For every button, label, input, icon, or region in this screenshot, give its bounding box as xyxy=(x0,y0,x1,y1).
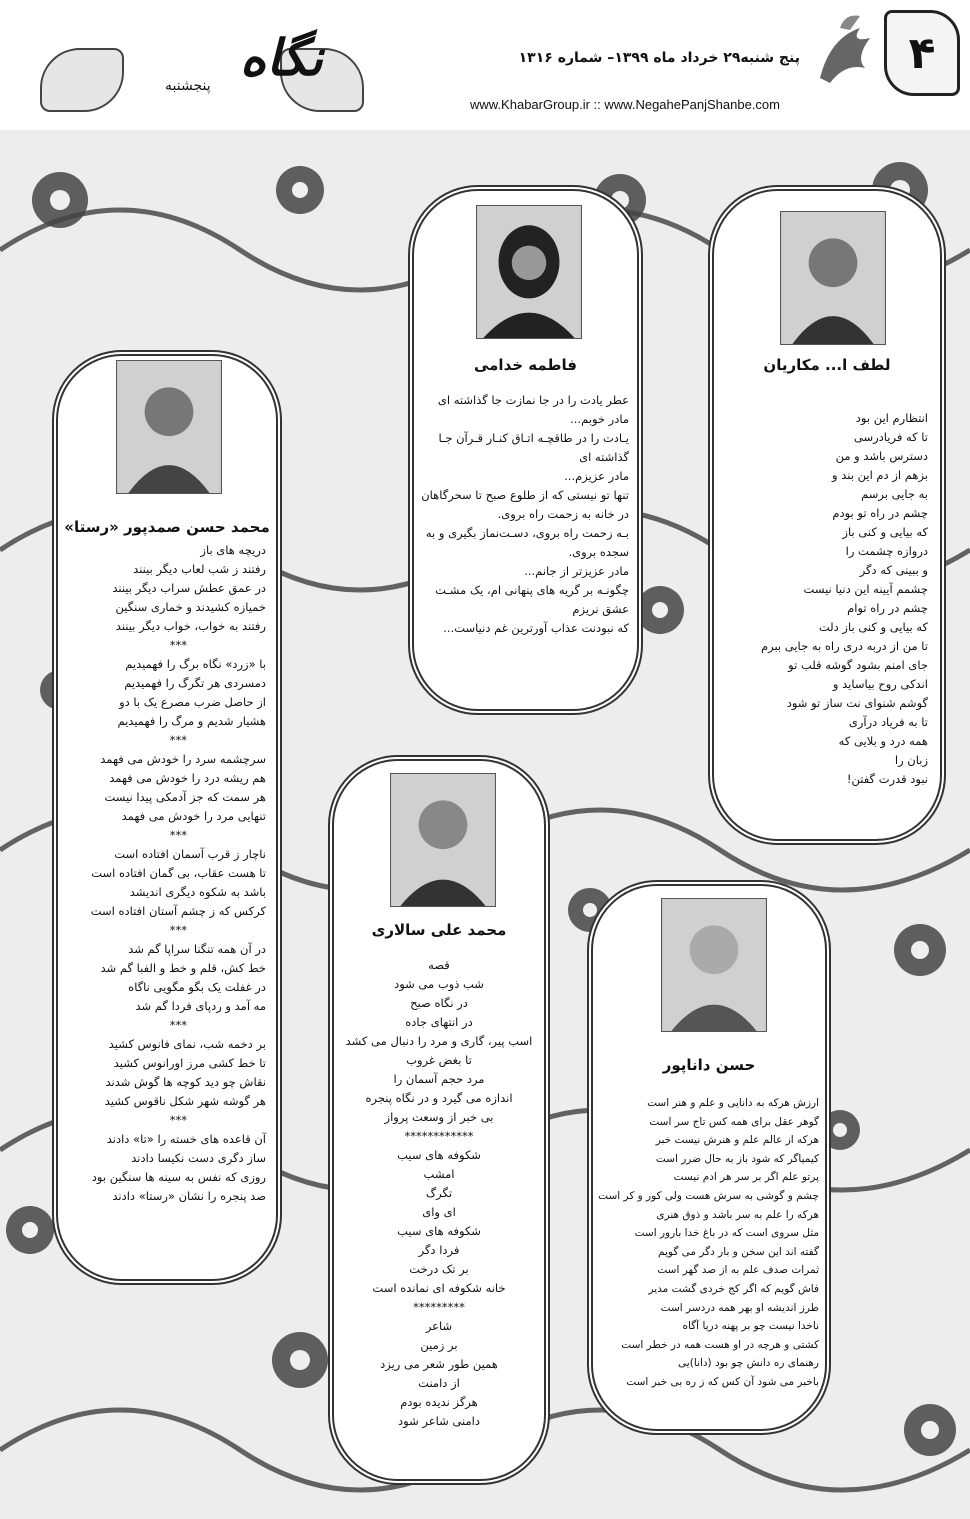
poem-line: چشم و گوشی به سرش هست ولی کور و کر است xyxy=(598,1189,819,1202)
poem-line: در انتهای جاده xyxy=(405,1015,473,1029)
poem-line: دامنی شاعر شود xyxy=(398,1414,480,1428)
poem-line: گفته اند این سخن و بار دگر می گویم xyxy=(657,1245,819,1258)
poem-line: ساز دگری دست نکیسا دادند xyxy=(131,1151,266,1165)
poem-line: ********* xyxy=(413,1300,465,1314)
portrait-photo xyxy=(476,205,582,339)
author-name: حسن داناپور xyxy=(662,1056,756,1074)
poem-text xyxy=(91,541,266,1206)
poem-line: تنها تو نیستی که از طلوع صبح تا سحرگاهان xyxy=(421,488,629,502)
poem-line: هر گوشه شهر شکل ناقوس کشید xyxy=(104,1094,266,1108)
poem-line: نبود قدرت گفتن! xyxy=(846,772,928,786)
poem-line: گوشم شنوای نت ساز تو شود xyxy=(786,696,928,710)
poem-line: مادر عزیزم... xyxy=(564,469,629,483)
poem-line: تگرگ xyxy=(425,1186,453,1200)
poem-line: رهنمای ره دانش چو بود (دانا)یی xyxy=(678,1357,819,1370)
author-name: محمد حسن صمدپور «رستا» xyxy=(64,518,270,536)
poem-line: با «زرد» نگاه برگ را فهمیدیم xyxy=(125,657,266,671)
poem-line: خط کش، قلم و خط و الفبا گم شد xyxy=(100,961,266,975)
poem-line: به جایی برسم xyxy=(861,487,928,501)
poem-line: که نبودنت عذاب آورترین غم دنیاست... xyxy=(443,621,629,635)
poem-line: مادر خوبم... xyxy=(570,412,629,426)
author-name: لطف ا... مکاریان xyxy=(763,356,891,374)
poem-line: صد پنجره را نشان «رستا» دادند xyxy=(112,1189,266,1203)
poem-line: سجده بروی. xyxy=(568,545,629,559)
poem-line: چشم در راه توام xyxy=(847,601,928,615)
poem-line: تا خط کشی مرز اورانوس کشید xyxy=(113,1056,266,1070)
poem-line: قصه xyxy=(428,958,450,972)
poem-line: نقاش چو دید کوچه ها گوش شدند xyxy=(105,1075,266,1089)
logo-subtitle: پنجشنبه xyxy=(165,78,211,94)
poem-card xyxy=(408,185,643,715)
logo-title: نگاه xyxy=(240,28,323,87)
poem-line: *** xyxy=(169,733,187,747)
poem-line: بـه زحمت راه بروی، دسـت‌نماز بگیری و به xyxy=(425,526,629,540)
poem-line: در نگاه صبح xyxy=(410,996,468,1010)
poem-line: شکوفه های سیب xyxy=(397,1148,481,1162)
poem-line: پرتو علم اگر بر سر هر ادم نیست xyxy=(673,1171,819,1184)
masthead-logo xyxy=(40,20,340,100)
author-name: فاطمه خدامی xyxy=(473,356,578,374)
poem-line: کیمیاگر که شود باز به حال ضرر است xyxy=(655,1152,819,1165)
poem-line: چشم در راه تو بودم xyxy=(832,506,928,520)
poem-line: در خانه به زحمت راه بروی. xyxy=(497,507,629,521)
poem-line: بر تک درخت xyxy=(409,1262,469,1276)
poem-line: مه آمد و ردپای فردا گم شد xyxy=(135,999,266,1013)
poem-line: گذاشته ای xyxy=(579,450,629,464)
poem-card xyxy=(708,185,946,845)
poem-line: خانه شکوفه ای نمانده است xyxy=(372,1281,506,1295)
poem-line: تا به فریاد درآری xyxy=(848,715,928,729)
poem-line: *** xyxy=(169,1113,187,1127)
poem-line: هرکه را علم به سر باشد و ذوق هنری xyxy=(656,1208,819,1221)
poem-line: کرکس که ز چشم آستان افتاده است xyxy=(90,904,266,918)
poem-line: بر زمین xyxy=(420,1338,458,1352)
poem-line: ثمرات صدف علم به از صد گهر است xyxy=(657,1264,819,1277)
poem-card xyxy=(52,350,282,1285)
poem-line: آن قاعده های خسته را «تا» دادند xyxy=(106,1132,266,1146)
poem-line: تنهایی مرد را خودش می فهمد xyxy=(121,809,266,823)
poem-line: اندکی روح بیاساید و xyxy=(832,677,928,691)
poem-line: در عمق عطش سراب دیگر بینند xyxy=(112,581,266,595)
poem-line: مثل سروی است که در باغ خدا بارور است xyxy=(634,1227,819,1240)
poem-text xyxy=(334,956,544,1431)
poem-line: رفتند به خواب، خواب دیگر بینند xyxy=(115,619,266,633)
poem-line: تا من از دربه دری راه به جایی ببرم xyxy=(760,639,928,653)
portrait-photo xyxy=(116,360,222,494)
poem-line: سرچشمه سرد را خودش می فهمد xyxy=(100,752,266,766)
poem-line: انتظارم این بود xyxy=(855,411,928,425)
author-name: محمد علی سالاری xyxy=(371,921,507,939)
poem-line: هر سمت که جز آدمکی پیدا نیست xyxy=(104,790,266,804)
poem-line: زبان را xyxy=(894,753,928,767)
poem-line: مرد حجم آسمان را xyxy=(393,1072,485,1086)
poem-line: هشیار شدیم و مرگ را فهمیدیم xyxy=(117,714,266,728)
poem-line: هرگز ندیده بودم xyxy=(400,1395,478,1409)
poem-line: که بیایی و کنی باز دلت xyxy=(818,620,928,634)
poem-line: یـادت را در طاقچـه اتـاق کنـار قـرآن جـا xyxy=(438,431,629,445)
poem-line: تا که فریادرسی xyxy=(853,430,928,444)
poem-line: طرز اندیشه او بهر همه دردسر است xyxy=(660,1301,819,1314)
poem-line: ای وای xyxy=(422,1205,456,1219)
poem-line: امشب xyxy=(423,1167,455,1181)
poem-text xyxy=(421,391,629,638)
poem-text xyxy=(598,1094,819,1392)
page-number: ۴ xyxy=(884,10,960,96)
poem-line: ناچار ز قرب آسمان افتاده است xyxy=(114,847,266,861)
poem-line: فردا دگر xyxy=(418,1243,460,1257)
poem-line: دریچه های باز xyxy=(200,543,266,557)
poem-line: مادر عزیزتر از جانم... xyxy=(524,564,629,578)
bird-ornament-icon xyxy=(810,8,880,88)
portrait-photo xyxy=(780,211,886,345)
poem-line: گوهر عقل برای همه کس تاج سر است xyxy=(649,1115,819,1128)
poem-line: هرکه از عالم علم و هنرش نیست خبر xyxy=(655,1134,819,1147)
poem-line: خمیازه کشیدند و خماری سنگین xyxy=(115,600,266,614)
poem-line: روزی که نفس به سینه ها سنگین بود xyxy=(91,1170,266,1184)
left-ornament-icon xyxy=(40,48,124,112)
poem-line: *** xyxy=(169,638,187,652)
poem-line: ارزش هرکه به دانایی و علم و هنر است xyxy=(647,1097,819,1109)
poem-line: از دامنت xyxy=(418,1376,460,1390)
page-header xyxy=(0,0,970,130)
poem-line: شکوفه های سیب xyxy=(397,1224,481,1238)
poem-line: رفتند ز شب لعاب دیگر بینند xyxy=(133,562,266,576)
poem-line: دسترس باشد و من xyxy=(835,449,928,463)
poem-line: چشمم آیینه این دنیا نیست xyxy=(803,582,928,596)
poem-line: بزهم از دم این بند و xyxy=(832,468,928,482)
poem-line: عشق نریزم xyxy=(572,602,629,616)
poem-line: *** xyxy=(169,1018,187,1032)
poem-line: جای امنم بشود گوشه قلب تو xyxy=(788,658,928,672)
poem-line: بر دخمه شب، نمای فانوس کشید xyxy=(108,1037,266,1051)
poem-line: بی خبر از وسعت پرواز xyxy=(384,1110,494,1124)
poem-line: اسب پیر، گاری و مرد را دنبال می کشد xyxy=(345,1034,533,1048)
poem-card xyxy=(587,880,831,1435)
poem-line: ناخدا نیست چو بر پهنه دریا آگاه xyxy=(682,1320,819,1333)
poem-line: تا هست عقاب، بی گمان افتاده است xyxy=(91,866,266,880)
poem-line: و ببینی که دگر xyxy=(859,563,928,577)
poem-line: شاعر xyxy=(425,1319,453,1333)
poem-line: تا بغض غروب xyxy=(406,1053,472,1067)
poem-line: دروازه چشمت را xyxy=(845,544,928,558)
poem-line: در آن همه تنگنا سراپا گم شد xyxy=(128,942,266,956)
poem-line: کشتی و هرچه در او هست همه در خطر است xyxy=(621,1338,819,1351)
poem-line: فاش گویم که اگر کج خردی گشت مدیر xyxy=(648,1282,819,1295)
poem-line: باشد به شکوه دیگری اندیشد xyxy=(129,885,266,899)
site-urls: www.KhabarGroup.ir :: www.NegahePanjShanbe.com xyxy=(470,97,780,112)
poem-line: همین طور شعر می ریزد xyxy=(380,1357,498,1371)
poem-line: باخبر می شود آن کس که ز ره بی خبر است xyxy=(626,1375,819,1388)
poem-line: هم ریشه درد را خودش می فهمد xyxy=(109,771,266,785)
poem-line: ************ xyxy=(404,1129,474,1143)
poem-text xyxy=(761,409,928,789)
poem-line: اندازه می گیرد و در نگاه پنجره xyxy=(365,1091,513,1105)
poem-line: چگونـه بر گریه های پنهانی ام، یک مشـت xyxy=(435,583,629,597)
poem-line: همه درد و بلایی که xyxy=(838,734,928,748)
poem-line: *** xyxy=(169,828,187,842)
poem-line: در غفلت یک بگو مگویی ناگاه xyxy=(128,980,266,994)
portrait-photo xyxy=(390,773,496,907)
poem-line: شب ذوب می شود xyxy=(394,977,484,991)
poem-line: عطر یادت را در جا نمازت جا گذاشته ای xyxy=(437,393,629,407)
poem-line: که بیایی و کنی باز xyxy=(842,525,928,539)
poem-card xyxy=(328,755,550,1485)
poem-line: از حاصل ضرب مصرع یک با دو xyxy=(119,695,266,709)
portrait-photo xyxy=(661,898,767,1032)
poem-line: دمسردی هر تگرگ را فهمیدیم xyxy=(124,676,266,690)
poem-line: *** xyxy=(169,923,187,937)
issue-line: پنج شنبه۲۹ خرداد ماه ۱۳۹۹– شماره ۱۳۱۶ xyxy=(518,50,800,66)
